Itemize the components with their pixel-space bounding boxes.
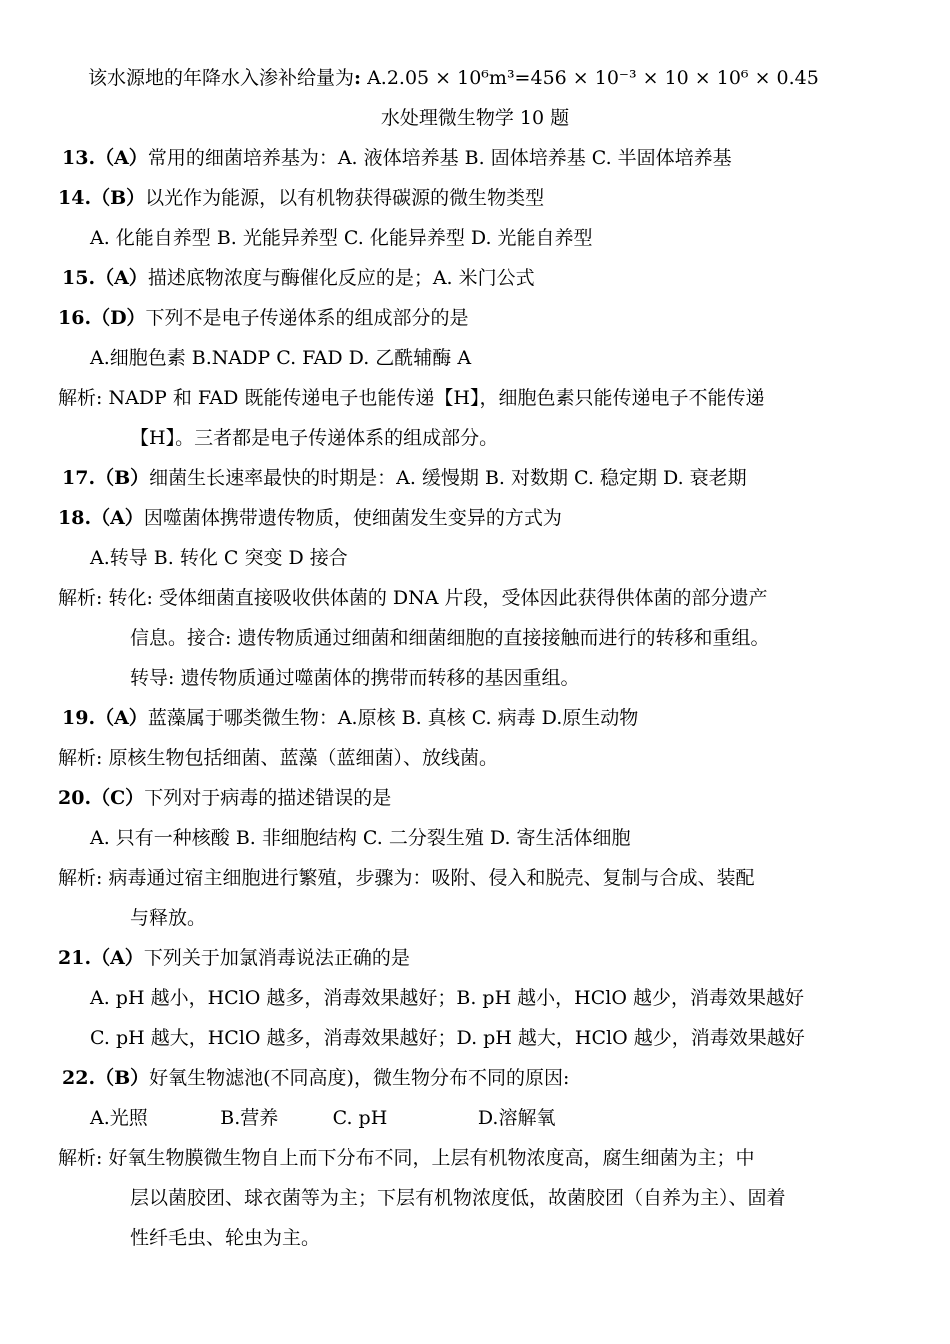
answer-key: （A） bbox=[91, 507, 144, 529]
question-21 bbox=[58, 946, 950, 970]
question-20 bbox=[58, 786, 950, 810]
question-20-analysis-2: 与释放。 bbox=[130, 907, 207, 929]
question-18-analysis-2: 信息。接合: 遗传物质通过细菌和细菌细胞的直接接触而进行的转移和重组。 bbox=[130, 627, 770, 649]
question-13 bbox=[62, 146, 950, 170]
question-number: 15. bbox=[62, 267, 96, 289]
answer-key: （A） bbox=[95, 707, 148, 729]
question-22-options: A.光照 B.营养 C. pH D.溶解氧 bbox=[90, 1107, 556, 1129]
question-21-options-1: A. pH 越小，HClO 越多，消毒效果越好；B. pH 越小，HClO 越少，消毒效果越好 bbox=[90, 987, 804, 1009]
answer-key: （C） bbox=[91, 787, 145, 809]
answer-key: （B） bbox=[95, 1067, 150, 1089]
question-text: 常用的细菌培养基为：A. 液体培养基 B. 固体培养基 C. 半固体培养基 bbox=[147, 147, 732, 169]
question-18 bbox=[58, 506, 950, 530]
question-text: 细菌生长速率最快的时期是：A. 缓慢期 B. 对数期 C. 稳定期 D. 衰老期 bbox=[149, 467, 747, 489]
question-16 bbox=[58, 306, 950, 330]
question-number: 16. bbox=[58, 307, 92, 329]
question-18-options: A.转导 B. 转化 C 突变 D 接合 bbox=[90, 547, 348, 569]
question-number: 17. bbox=[62, 467, 96, 489]
question-number: 21. bbox=[58, 947, 92, 969]
section-title: 水处理微生物学 10 题 bbox=[380, 107, 570, 129]
question-number: 22. bbox=[62, 1067, 96, 1089]
question-19-analysis: 解析: 原核生物包括细菌、蓝藻（蓝细菌）、放线菌。 bbox=[58, 747, 498, 769]
formula-expression: A.2.05 × 10⁶m³=456 × 10⁻³ × 10 × 10⁶ × 0.45 bbox=[361, 67, 819, 89]
question-14 bbox=[58, 186, 950, 210]
question-17 bbox=[62, 466, 950, 490]
question-number: 14. bbox=[58, 187, 92, 209]
question-19 bbox=[62, 706, 950, 730]
question-number: 20. bbox=[58, 787, 92, 809]
question-14-options: A. 化能自养型 B. 光能异养型 C. 化能异养型 D. 光能自养型 bbox=[90, 227, 593, 249]
question-15 bbox=[62, 266, 950, 290]
question-text: 下列对于病毒的描述错误的是 bbox=[144, 787, 392, 809]
question-22 bbox=[62, 1066, 950, 1090]
question-text: 好氧生物滤池(不同高度)，微生物分布不同的原因: bbox=[149, 1067, 570, 1089]
answer-key: （B） bbox=[95, 467, 150, 489]
question-18-analysis-3: 转导: 遗传物质通过噬菌体的携带而转移的基因重组。 bbox=[130, 667, 580, 689]
question-text: 下列不是电子传递体系的组成部分的是 bbox=[145, 307, 469, 329]
question-text: 因噬菌体携带遗传物质，使细菌发生变异的方式为 bbox=[143, 507, 562, 529]
question-22-analysis-2: 层以菌胶团、球衣菌等为主；下层有机物浓度低，故菌胶团（自养为主）、固着 bbox=[130, 1187, 786, 1209]
question-20-analysis-1: 解析: 病毒通过宿主细胞进行繁殖，步骤为：吸附、侵入和脱壳、复制与合成、装配 bbox=[58, 867, 755, 889]
formula-line bbox=[88, 66, 928, 90]
question-text: 以光作为能源，以有机物获得碳源的微生物类型 bbox=[145, 187, 545, 209]
question-text: 描述底物浓度与酶催化反应的是；A. 米门公式 bbox=[147, 267, 535, 289]
question-18-analysis-1: 解析: 转化: 受体细菌直接吸收供体菌的 DNA 片段，受体因此获得供体菌的部分遗产 bbox=[58, 587, 768, 609]
question-text: 下列关于加氯消毒说法正确的是 bbox=[143, 947, 410, 969]
question-16-analysis-1: 解析: NADP 和 FAD 既能传递电子也能传递【H】，细胞色素只能传递电子不能传递 bbox=[58, 387, 765, 409]
question-20-options: A. 只有一种核酸 B. 非细胞结构 C. 二分裂生殖 D. 寄生活体细胞 bbox=[90, 827, 631, 849]
formula-colon: : bbox=[354, 67, 362, 89]
answer-key: （A） bbox=[95, 267, 148, 289]
question-number: 13. bbox=[62, 147, 96, 169]
question-number: 18. bbox=[58, 507, 92, 529]
answer-key: （B） bbox=[91, 187, 146, 209]
question-16-options: A.细胞色素 B.NADP C. FAD D. 乙酰辅酶 A bbox=[90, 347, 472, 369]
question-22-analysis-3: 性纤毛虫、轮虫为主。 bbox=[130, 1227, 321, 1249]
question-number: 19. bbox=[62, 707, 96, 729]
question-text: 蓝藻属于哪类微生物：A.原核 B. 真核 C. 病毒 D.原生动物 bbox=[147, 707, 639, 729]
answer-key: （A） bbox=[91, 947, 144, 969]
answer-key: （A） bbox=[95, 147, 148, 169]
question-16-analysis-2: 【H】。三者都是电子传递体系的组成部分。 bbox=[130, 427, 499, 449]
answer-key: （D） bbox=[91, 307, 146, 329]
formula-prefix: 该水源地的年降水入渗补给量为 bbox=[88, 67, 355, 89]
question-22-analysis-1: 解析: 好氧生物膜微生物自上而下分布不同，上层有机物浓度高，腐生细菌为主；中 bbox=[58, 1147, 755, 1169]
question-21-options-2: C. pH 越大，HClO 越多，消毒效果越好；D. pH 越大，HClO 越少，消毒效果越好 bbox=[90, 1027, 805, 1049]
